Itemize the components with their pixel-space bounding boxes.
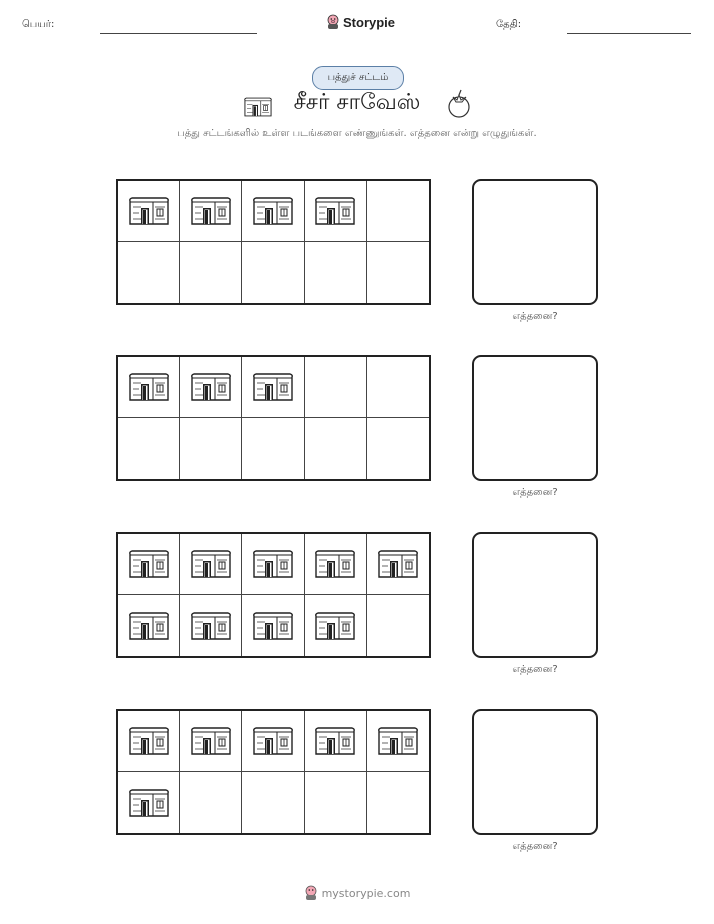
ten-frame-cell [180,711,242,772]
ten-frame [116,179,431,305]
storypie-logo [326,14,395,30]
ten-frame-cell [367,242,429,303]
adobe-house-icon [313,610,357,642]
adobe-house-icon [189,610,233,642]
ten-frame-cell [305,711,367,772]
adobe-house-icon [189,548,233,580]
adobe-house-icon [127,610,171,642]
ten-frame-cell [367,181,429,242]
ten-frame [116,532,431,658]
pig-mascot-icon [326,14,340,30]
answer-box[interactable] [472,709,598,835]
ten-frame-cell [118,595,180,656]
ten-frame-cell [118,181,180,242]
footer-site: mystorypie.com [321,886,411,900]
answer-box[interactable] [472,532,598,658]
adobe-house-icon [251,548,295,580]
adobe-house-icon [376,548,420,580]
ten-frame-cell [180,534,242,595]
ten-frame-cell [118,534,180,595]
ten-frame-cell [305,534,367,595]
ten-frame-cell [305,595,367,656]
how-many-label: எத்தனை? [512,664,558,675]
adobe-house-icon [127,787,171,819]
ten-frame-cell [118,772,180,833]
footer [0,885,714,901]
ten-frame-cell [242,711,304,772]
how-many-label: எத்தனை? [512,311,558,322]
adobe-house-icon [189,195,233,227]
ten-frame-cell [305,357,367,418]
ten-frame-cell [180,418,242,479]
how-many-label: எத்தனை? [512,841,558,852]
ten-frame-cell [305,418,367,479]
name-label: பெயர்: [22,19,55,30]
ten-frame-cell [180,181,242,242]
ten-frame-cell [180,357,242,418]
ten-frame-cell [118,418,180,479]
ten-frame-cell [242,357,304,418]
brand-name: Storypie [343,14,396,30]
ten-frame-cell [242,772,304,833]
adobe-house-icon [251,725,295,757]
adobe-house-icon [251,610,295,642]
ten-frame-cell [180,595,242,656]
ten-frame-cell [180,772,242,833]
name-line[interactable] [100,33,257,34]
ten-frame-cell [305,242,367,303]
page-title: சீசர் சாவேஸ் [293,90,421,115]
adobe-house-icon [313,548,357,580]
pig-mascot-icon [304,885,318,901]
answer-box[interactable] [472,179,598,305]
ten-frame-cell [118,357,180,418]
adobe-house-icon [127,548,171,580]
adobe-house-icon [251,195,295,227]
ten-frame [116,709,431,835]
ten-frame-cell [367,595,429,656]
ten-frame-cell [367,772,429,833]
ten-frame-cell [367,711,429,772]
ten-frame-cell [118,242,180,303]
ten-frame-cell [180,242,242,303]
ten-frame-cell [305,772,367,833]
adobe-house-icon [127,725,171,757]
ten-frame-cell [242,595,304,656]
ten-frame-cell [242,181,304,242]
adobe-house-icon [127,195,171,227]
adobe-house-icon [376,725,420,757]
adobe-house-icon [127,371,171,403]
ten-frame-cell [242,418,304,479]
ten-frame-cell [305,181,367,242]
ten-frame [116,355,431,481]
ten-frame-cell [367,534,429,595]
tomato-icon [444,88,474,120]
adobe-house-icon [189,725,233,757]
ten-frame-cell [367,418,429,479]
instructions: பத்து சட்டங்களில் உள்ள படங்களை எண்ணுங்கள். எத்தனை என்று எழுதுங்கள். [177,128,537,139]
adobe-house-icon [313,725,357,757]
ten-frame-cell [242,242,304,303]
adobe-house-icon [313,195,357,227]
adobe-house-icon [251,371,295,403]
how-many-label: எத்தனை? [512,487,558,498]
ten-frame-cell [367,357,429,418]
adobe-house-icon [189,371,233,403]
date-label: தேதி: [496,19,522,30]
answer-box[interactable] [472,355,598,481]
ten-frame-cell [242,534,304,595]
worksheet-type-badge: பத்துச் சட்டம் [312,66,404,90]
date-line[interactable] [567,33,691,34]
ten-frame-cell [118,711,180,772]
